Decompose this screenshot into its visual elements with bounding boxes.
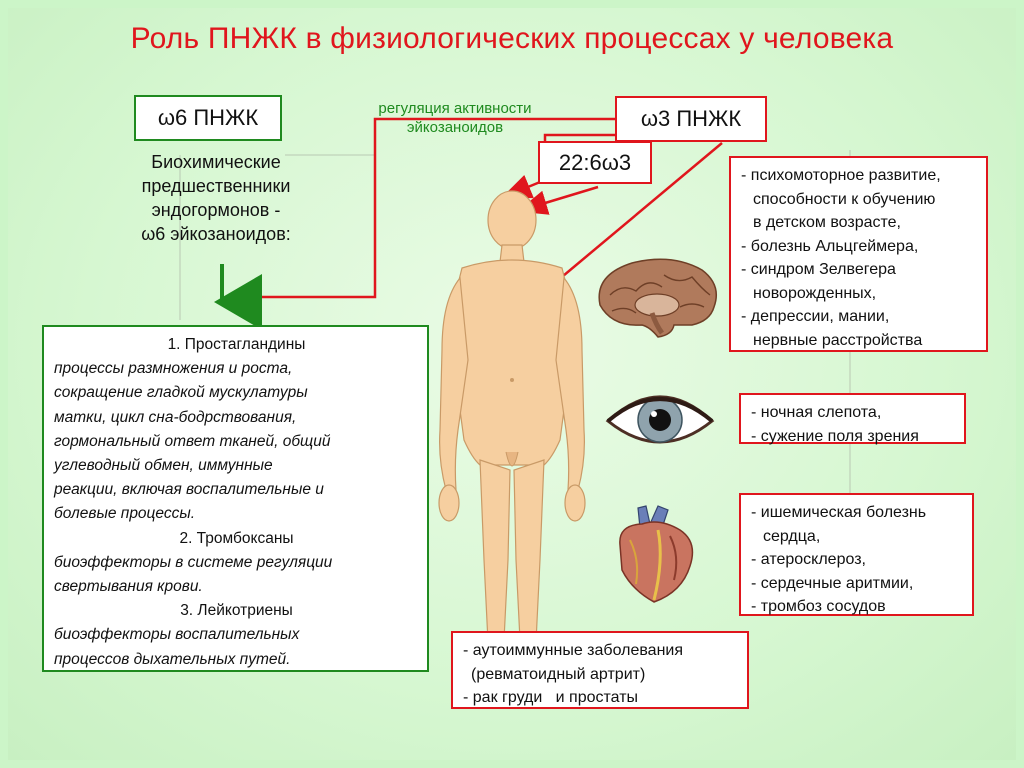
precursors-line: предшественники xyxy=(141,176,291,196)
prostaglandins-title: 1. Простагландины xyxy=(167,336,306,353)
other-effect-line: - рак груди и простаты xyxy=(463,689,639,706)
prostaglandins-line: реакции, включая воспалительные и xyxy=(54,481,324,499)
brain-effect-line: - болезнь Альцгеймера, xyxy=(741,237,919,255)
prostaglandins-line: сокращение гладкой мускулатуры xyxy=(54,384,308,402)
brain-effect-line: нервные расстройства xyxy=(753,331,923,349)
precursors-text xyxy=(96,150,336,246)
brain-effects-box xyxy=(729,156,988,352)
other-effect-line: - аутоиммунные заболевания xyxy=(463,642,684,659)
omega6-box xyxy=(134,95,282,141)
prostaglandins-line: гормональный ответ тканей, общий xyxy=(54,432,331,450)
brain-effect-line: новорожденных, xyxy=(753,284,877,302)
leukotrienes-title: 3. Лейкотриены xyxy=(180,602,293,620)
heart-effect-line: сердца, xyxy=(763,527,821,545)
omega3-label: ω3 ПНЖК xyxy=(640,106,742,131)
other-effects-box xyxy=(451,631,749,709)
regulation-caption xyxy=(340,99,570,137)
dha-box xyxy=(538,141,652,184)
thromboxanes-line: свертывания крови. xyxy=(54,578,203,596)
thromboxanes-title: 2. Тромбоксаны xyxy=(179,529,294,547)
omega3-box xyxy=(615,96,767,142)
thromboxanes-line: биоэффекторы в системе регуляции xyxy=(54,553,333,571)
brain-effect-line: в детском возрасте, xyxy=(753,214,901,231)
prostaglandins-line: болевые процессы. xyxy=(54,505,196,523)
brain-effect-line: - депрессии, мании, xyxy=(741,308,890,325)
leukotrienes-line: процессов дыхательных путей. xyxy=(54,650,291,668)
dha-label: 22:6ω3 xyxy=(558,149,632,175)
regulation-caption-line: регуляция активности xyxy=(378,100,532,117)
page-title: Роль ПНЖК в физиологических процессах у человека xyxy=(130,22,894,55)
brain-icon xyxy=(592,255,722,340)
eye-effect-line: - сужение поля зрения xyxy=(751,427,919,445)
eicosanoids-box xyxy=(42,325,429,672)
heart-effect-line: - атеросклероз, xyxy=(751,551,866,568)
precursors-line: Биохимические xyxy=(151,152,281,172)
prostaglandins-line: матки, цикл сна-бодрствования, xyxy=(54,408,297,426)
leukotrienes-line: биоэффекторы воспалительных xyxy=(54,626,300,644)
prostaglandins-line: процессы размножения и роста, xyxy=(54,360,293,378)
heart-effects-box xyxy=(739,493,974,616)
eye-icon xyxy=(605,385,715,455)
eye-effects-box xyxy=(739,393,966,444)
eye-effect-line: - ночная слепота, xyxy=(751,404,882,421)
human-body-figure xyxy=(432,190,592,680)
heart-effect-line: - ишемическая болезнь xyxy=(751,504,927,521)
omega6-label: ω6 ПНЖК xyxy=(157,105,259,130)
other-effect-line: (ревматоидный артрит) xyxy=(471,665,646,683)
brain-effect-line: способности к обучению xyxy=(753,190,936,208)
prostaglandins-line: углеводный обмен, иммунные xyxy=(54,457,273,475)
brain-effect-line: - синдром Зелвегера xyxy=(741,261,896,278)
heart-icon xyxy=(610,500,700,605)
brain-effect-line: - психомоторное развитие, xyxy=(741,167,941,184)
precursors-line: эндогормонов - xyxy=(151,200,281,220)
heart-effect-line: - тромбоз сосудов xyxy=(751,598,886,615)
heart-effect-line: - сердечные аритмии, xyxy=(751,574,914,592)
precursors-line: ω6 эйкозаноидов: xyxy=(141,224,291,244)
regulation-caption-line: эйкозаноидов xyxy=(406,119,504,136)
